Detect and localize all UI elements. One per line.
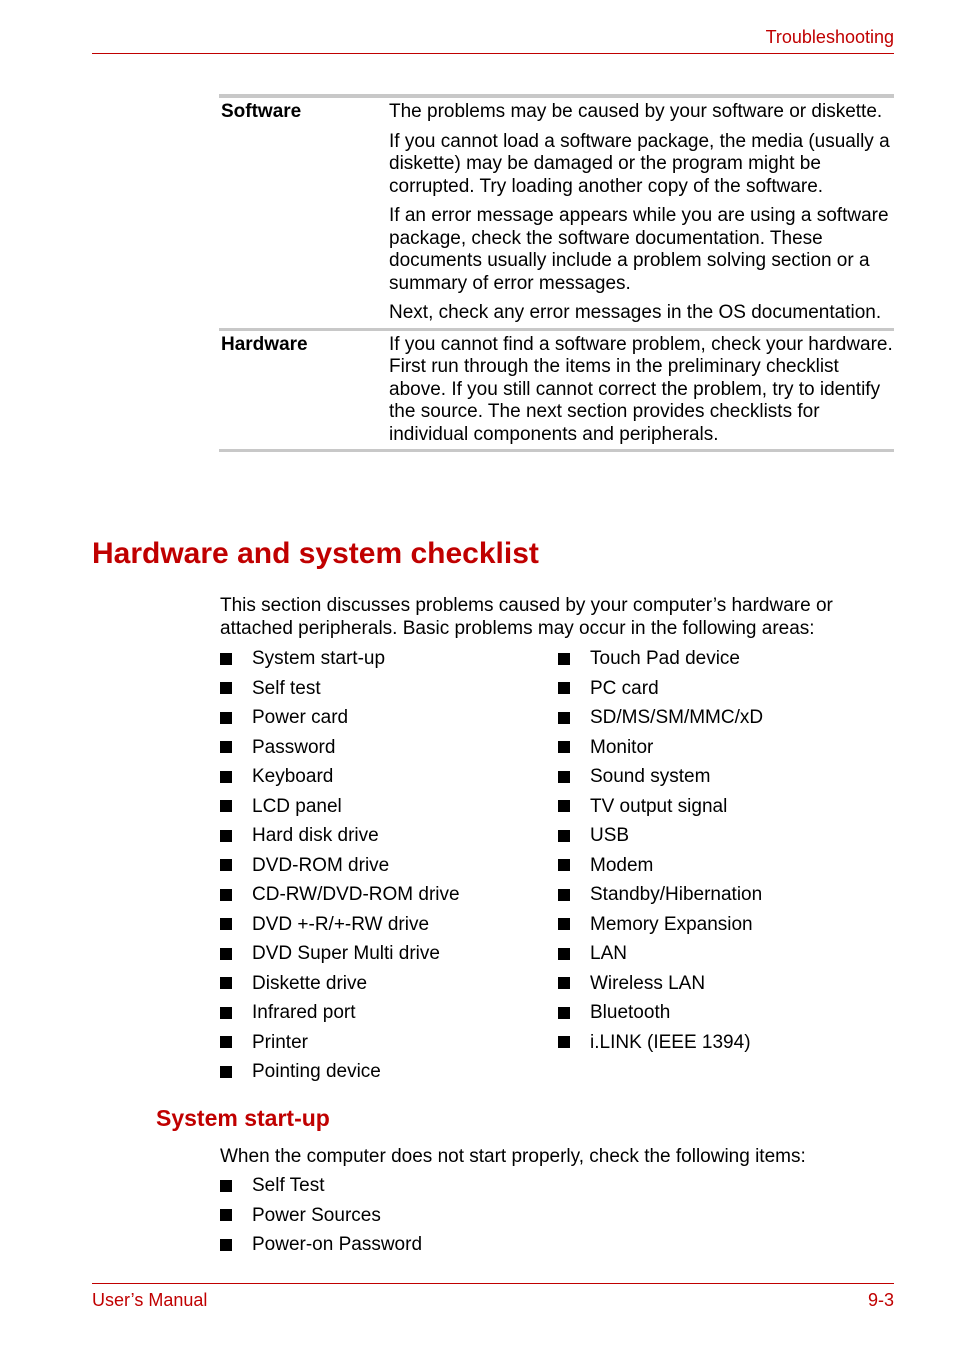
bullet-square-icon — [220, 830, 232, 842]
list-item — [558, 851, 763, 881]
bullet-square-icon — [558, 741, 570, 753]
section-heading: Hardware and system checklist — [92, 537, 539, 570]
list-item-label: Printer — [252, 1031, 308, 1053]
list-item — [220, 733, 460, 763]
row-term: Hardware — [221, 333, 308, 355]
list-item-label: Pointing device — [252, 1061, 381, 1082]
bullet-square-icon — [558, 1036, 570, 1048]
list-item-label: Wireless LAN — [590, 972, 706, 994]
subsection-heading: System start-up — [156, 1105, 330, 1131]
list-item — [220, 880, 460, 910]
header-section-title: Troubleshooting — [765, 27, 894, 47]
bullet-square-icon — [220, 771, 232, 783]
list-item — [220, 1028, 460, 1058]
list-item-label: Power-on Password — [252, 1234, 423, 1255]
list-item-label: DVD-ROM drive — [252, 854, 390, 876]
startup-checklist — [220, 1171, 422, 1260]
bullet-square-icon — [558, 889, 570, 901]
list-item-label: DVD +-R/+-RW drive — [252, 913, 430, 935]
bullet-square-icon — [220, 653, 232, 665]
list-item-label: Power card — [252, 707, 349, 728]
list-item — [558, 910, 763, 940]
troubleshooting-table — [219, 94, 894, 452]
list-item — [220, 644, 460, 674]
bullet-square-icon — [220, 889, 232, 901]
list-item-label: LAN — [590, 943, 627, 964]
list-item — [220, 998, 460, 1028]
bullet-square-icon — [220, 682, 232, 694]
bullet-square-icon — [558, 977, 570, 989]
list-item-label: Bluetooth — [590, 1002, 671, 1023]
checklist-right-column — [558, 644, 763, 1057]
list-item-label: i.LINK (IEEE 1394) — [590, 1031, 751, 1053]
list-item-label: Self Test — [252, 1175, 325, 1196]
list-item — [220, 1057, 460, 1087]
bullet-square-icon — [220, 741, 232, 753]
list-item-label: Diskette drive — [252, 972, 368, 994]
list-item-label: CD-RW/DVD-ROM drive — [252, 884, 460, 905]
bullet-square-icon — [558, 1007, 570, 1019]
list-item — [220, 851, 460, 881]
row-term: Software — [221, 101, 302, 122]
list-item — [220, 1230, 422, 1260]
row-definition — [389, 331, 894, 450]
paragraph: If an error message appears while you are using a software package, check the software documentation. These documents usually include a problem solving section or a summary of error messages. — [389, 205, 889, 294]
bullet-square-icon — [558, 830, 570, 842]
row-definition — [389, 98, 894, 328]
bullet-square-icon — [220, 1239, 232, 1251]
table-row-software — [219, 98, 894, 331]
list-item — [220, 939, 460, 969]
list-item — [220, 969, 460, 999]
bullet-square-icon — [220, 800, 232, 812]
paragraph: If you cannot load a software package, the media (usually a diskette) may be damaged or the program might be corrupted. Try loading another copy of the software. — [389, 130, 890, 197]
list-item-label: Standby/Hibernation — [590, 884, 763, 905]
bullet-square-icon — [220, 918, 232, 930]
list-item — [558, 821, 763, 851]
list-item-label: SD/MS/SM/MMC/xD — [590, 707, 764, 728]
footer-page-number: 9-3 — [867, 1290, 894, 1310]
footer-divider — [92, 1283, 894, 1284]
list-item — [558, 998, 763, 1028]
paragraph: Next, check any error messages in the OS documentation. — [389, 302, 882, 323]
list-item — [220, 703, 460, 733]
header-divider — [92, 53, 894, 54]
list-item-label: Keyboard — [252, 766, 334, 787]
bullet-square-icon — [558, 918, 570, 930]
bullet-square-icon — [558, 653, 570, 665]
footer-manual-title: User’s Manual — [92, 1290, 208, 1310]
table-row-hardware — [219, 331, 894, 453]
section-intro: This section discusses problems caused by your computer’s hardware or attached peripherals. Basic problems may occur in the following areas: — [220, 595, 833, 639]
list-item-label: Hard disk drive — [252, 825, 379, 846]
list-item-label: USB — [590, 825, 630, 846]
list-item — [558, 644, 763, 674]
paragraph: The problems may be caused by your software or diskette. — [389, 101, 883, 122]
list-item — [220, 674, 460, 704]
list-item — [558, 939, 763, 969]
list-item — [220, 821, 460, 851]
bullet-square-icon — [220, 1209, 232, 1221]
list-item-label: PC card — [590, 677, 659, 699]
bullet-square-icon — [558, 682, 570, 694]
bullet-square-icon — [220, 1007, 232, 1019]
list-item — [558, 674, 763, 704]
list-item-label: Monitor — [590, 736, 654, 758]
list-item — [220, 1171, 422, 1201]
paragraph: If you cannot find a software problem, check your hardware. First run through the items in the preliminary checklist above. If you still cannot correct the problem, try to identify the source. The next section provides checklists for individual components and peripherals. — [389, 333, 893, 445]
list-item — [220, 762, 460, 792]
list-item — [558, 1028, 763, 1058]
subsection-intro: When the computer does not start properly, check the following items: — [220, 1146, 806, 1167]
list-item — [558, 762, 763, 792]
bullet-square-icon — [558, 771, 570, 783]
bullet-square-icon — [558, 712, 570, 724]
bullet-square-icon — [220, 977, 232, 989]
list-item — [220, 1201, 422, 1231]
bullet-square-icon — [558, 948, 570, 960]
bullet-square-icon — [220, 1066, 232, 1078]
list-item — [558, 792, 763, 822]
list-item — [558, 969, 763, 999]
list-item — [220, 792, 460, 822]
list-item-label: Self test — [252, 677, 321, 699]
bullet-square-icon — [220, 1036, 232, 1048]
list-item-label: TV output signal — [590, 795, 728, 817]
bullet-square-icon — [558, 800, 570, 812]
bullet-square-icon — [220, 712, 232, 724]
bullet-square-icon — [220, 859, 232, 871]
list-item-label: Password — [252, 736, 336, 758]
list-item-label: Power Sources — [252, 1204, 381, 1226]
list-item — [558, 703, 763, 733]
bullet-square-icon — [558, 859, 570, 871]
list-item — [558, 880, 763, 910]
checklist-left-column — [220, 644, 460, 1087]
bullet-square-icon — [220, 948, 232, 960]
list-item-label: Infrared port — [252, 1002, 356, 1023]
bullet-square-icon — [220, 1180, 232, 1192]
list-item-label: LCD panel — [252, 795, 342, 817]
list-item-label: Sound system — [590, 766, 711, 787]
list-item-label: Memory Expansion — [590, 913, 753, 935]
list-item-label: DVD Super Multi drive — [252, 943, 440, 964]
list-item-label: Modem — [590, 854, 654, 876]
list-item-label: Touch Pad device — [590, 648, 740, 669]
list-item-label: System start-up — [252, 648, 386, 669]
list-item — [220, 910, 460, 940]
list-item — [558, 733, 763, 763]
